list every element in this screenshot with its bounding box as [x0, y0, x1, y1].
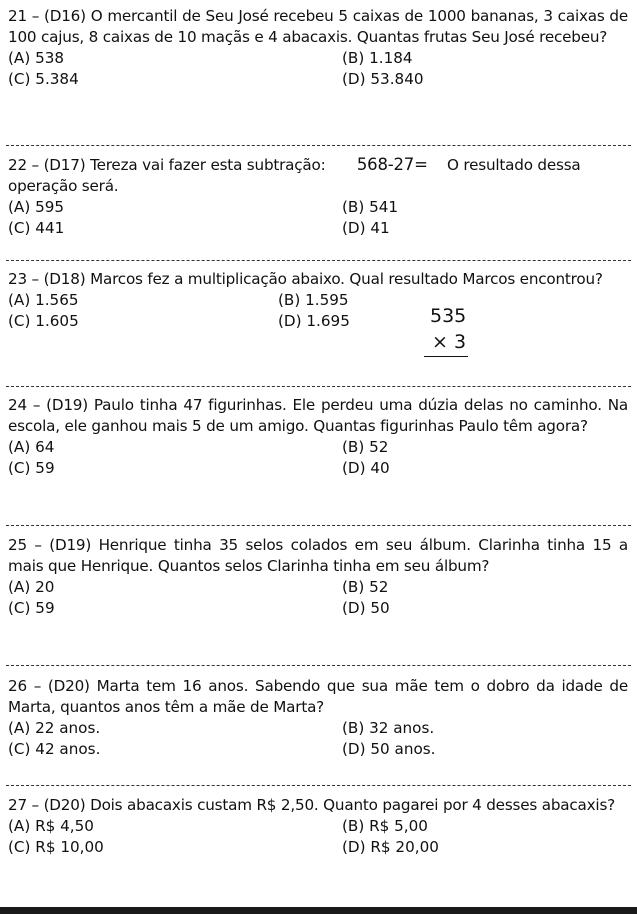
question-27 [8, 795, 628, 858]
option-b[interactable]: (B) 52 [342, 438, 389, 456]
dashed-separator [6, 260, 631, 261]
subtraction-operation: 568-27= [356, 155, 428, 174]
option-a[interactable]: (A) 1.565 [8, 291, 79, 309]
option-d[interactable]: (D) R$ 20,00 [342, 838, 439, 856]
bottom-border-bar [0, 907, 637, 914]
question-26-text: 26 – (D20) Marta tem 16 anos. Sabendo que sua mãe tem o dobro da idade de Marta, quantos anos têm a mãe de Marta? [8, 677, 628, 716]
option-c[interactable]: (C) 5.384 [8, 70, 79, 88]
option-b[interactable]: (B) 1.595 [278, 291, 349, 309]
multiplication-multiplier: × 3 [432, 331, 467, 353]
option-c[interactable]: (C) 42 anos. [8, 740, 101, 758]
option-a[interactable]: (A) 538 [8, 49, 65, 67]
question-21-options [8, 48, 628, 90]
question-21-text: 21 – (D16) O mercantil de Seu José recebeu 5 caixas de 1000 bananas, 3 caixas de 100 cajus, 8 caixas de 10 maçãs e 4 abacaxis. Quantas frutas Seu José recebeu? [8, 7, 628, 46]
question-22-options [8, 197, 628, 239]
option-d[interactable]: (D) 1.695 [278, 312, 350, 330]
option-b[interactable]: (B) 541 [342, 198, 399, 216]
question-23 [8, 269, 628, 332]
question-22-lead: 22 – (D17) Tereza vai fazer esta subtração: [8, 156, 326, 174]
option-b[interactable]: (B) 32 anos. [342, 719, 435, 737]
question-24-options [8, 437, 628, 479]
question-21 [8, 6, 628, 90]
question-23-text: 23 – (D18) Marcos fez a multiplicação abaixo. Qual resultado Marcos encontrou? [8, 270, 603, 288]
option-a[interactable]: (A) 64 [8, 438, 55, 456]
option-c[interactable]: (C) 59 [8, 459, 55, 477]
dashed-separator [6, 525, 631, 526]
option-a[interactable]: (A) 22 anos. [8, 719, 101, 737]
question-23-options [8, 290, 628, 332]
question-25-text: 25 – (D19) Henrique tinha 35 selos colados em seu álbum. Clarinha tinha 15 a mais que Henrique. Quantos selos Clarinha tinha em seu álbum? [8, 536, 628, 575]
multiplication-top-number: 535 [430, 305, 467, 327]
question-27-options [8, 816, 628, 858]
option-d[interactable]: (D) 50 anos. [342, 740, 436, 758]
question-27-text: 27 – (D20) Dois abacaxis custam R$ 2,50. Quanto pagarei por 4 desses abacaxis? [8, 796, 616, 814]
option-d[interactable]: (D) 41 [342, 219, 390, 237]
option-c[interactable]: (C) R$ 10,00 [8, 838, 104, 856]
option-c[interactable]: (C) 59 [8, 599, 55, 617]
question-24-text: 24 – (D19) Paulo tinha 47 figurinhas. Ele perdeu uma dúzia delas no caminho. Na escola, ele ganhou mais 5 de um amigo. Quantas figurinhas Paulo têm agora? [8, 396, 628, 435]
dashed-separator [6, 665, 631, 666]
dashed-separator [6, 145, 631, 146]
option-b[interactable]: (B) 52 [342, 578, 389, 596]
option-d[interactable]: (D) 53.840 [342, 70, 424, 88]
option-c[interactable]: (C) 1.605 [8, 312, 79, 330]
question-26-options [8, 718, 628, 760]
option-b[interactable]: (B) R$ 5,00 [342, 817, 428, 835]
question-26 [8, 676, 628, 760]
question-24 [8, 395, 628, 479]
dashed-separator [6, 386, 631, 387]
question-25 [8, 535, 628, 619]
option-d[interactable]: (D) 40 [342, 459, 390, 477]
question-22-text [8, 154, 628, 197]
question-22 [8, 154, 628, 239]
option-a[interactable]: (A) R$ 4,50 [8, 817, 94, 835]
multiplication-result-line [424, 356, 468, 357]
option-d[interactable]: (D) 50 [342, 599, 390, 617]
question-22-tail: O resultado dessa operação será. [8, 156, 581, 195]
option-b[interactable]: (B) 1.184 [342, 49, 413, 67]
dashed-separator [6, 785, 631, 786]
option-a[interactable]: (A) 20 [8, 578, 55, 596]
option-c[interactable]: (C) 441 [8, 219, 65, 237]
option-a[interactable]: (A) 595 [8, 198, 65, 216]
question-25-options [8, 577, 628, 619]
